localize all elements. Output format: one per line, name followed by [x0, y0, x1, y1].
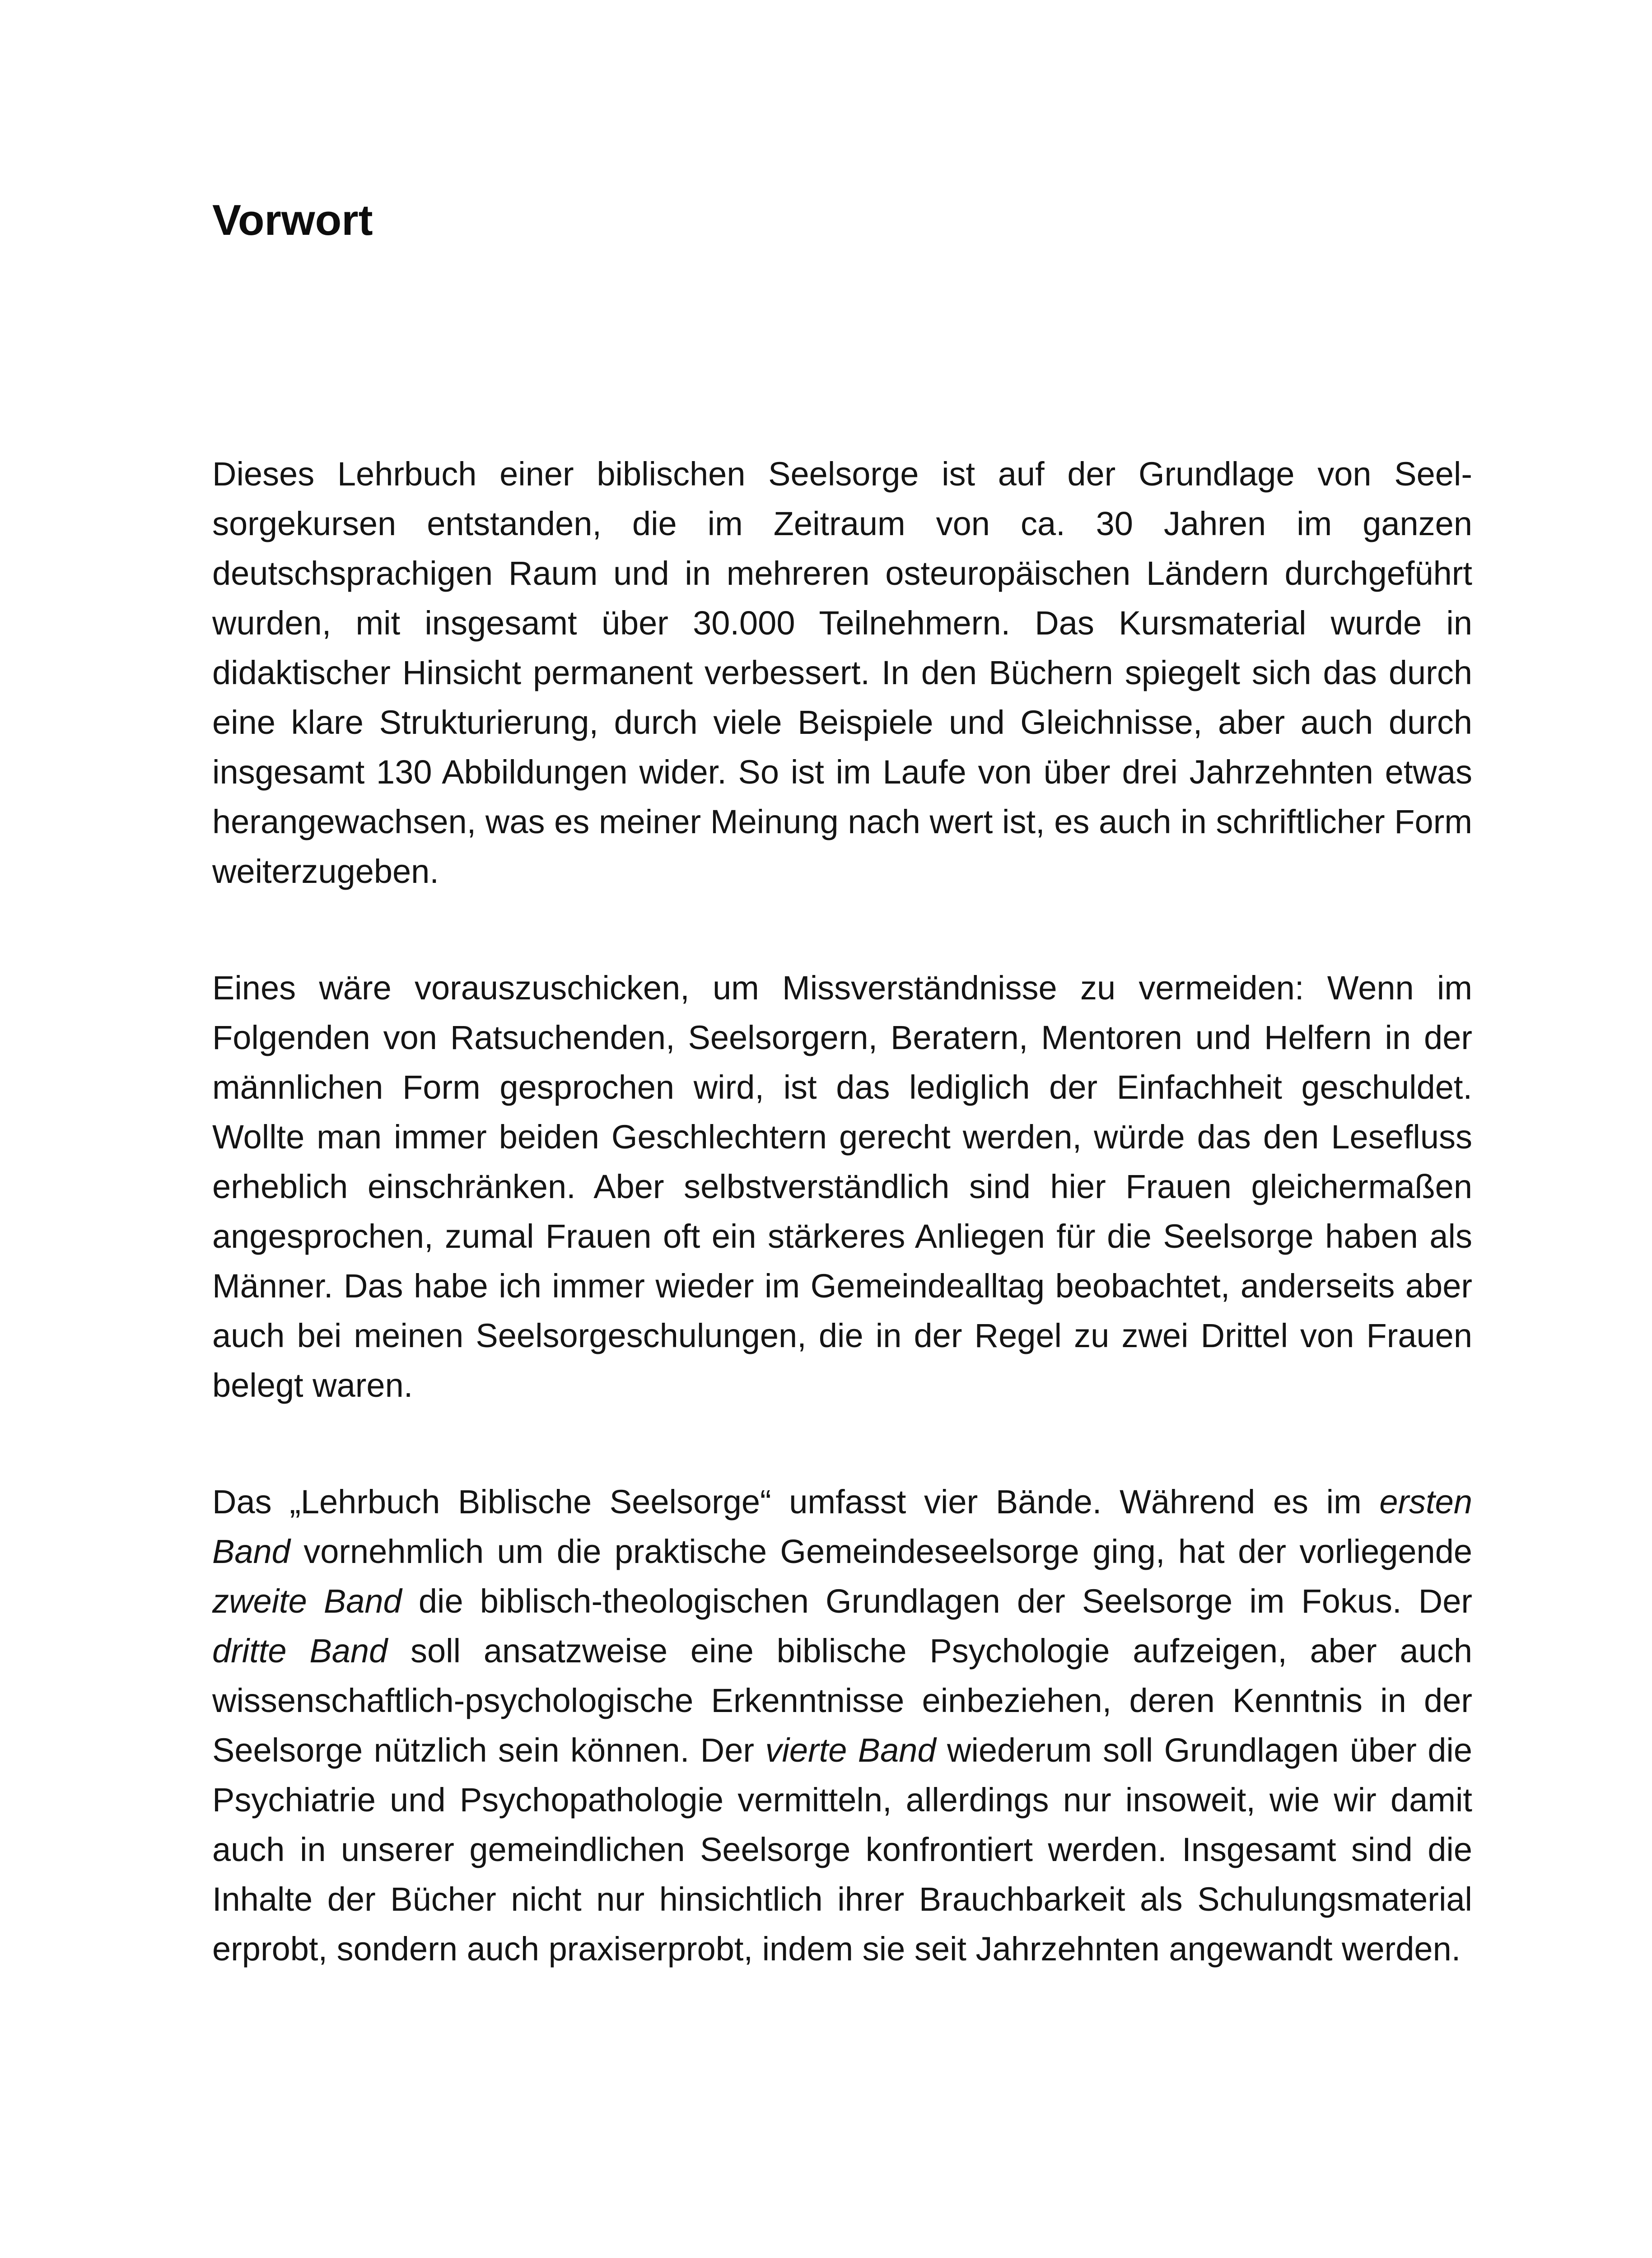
text-segment: wiederum soll Grundlagen über die Psychiatrie und Psychopathologie vermitteln, allerdings nur insoweit, wie wir damit auch in unserer gemeindlichen Seelsorge konfrontiert werden. Insgesamt sind die Inhalte der Bücher nicht nur hinsichtlich ihrer Brauchbarkeit als Schulungsmaterial erprobt, sondern auch praxiserprobt, indem sie seit Jahrzehnten angewandt werden. — [212, 1731, 1472, 1968]
text-segment: vornehmlich um die praktische Gemeindeseelsorge ging, hat der vorliegende — [290, 1533, 1472, 1570]
italic-segment: dritte Band — [212, 1632, 388, 1670]
body-text — [212, 449, 1472, 1974]
text-segment: die biblisch-theologischen Grundlagen der Seelsorge im Fokus. Der — [401, 1582, 1472, 1620]
italic-segment: ersten Band — [212, 1483, 1472, 1570]
paragraph-1: Dieses Lehrbuch einer biblischen Seelsorge ist auf der Grundlage von Seelsorgekursen entstanden, die im Zeitraum von ca. 30 Jahren im ganzen deutschsprachigen Raum und in mehreren osteuropäischen Ländern durchgeführt wurden, mit insgesamt über 30.000 Teilnehmern. Das Kursmaterial wurde in didaktischer Hinsicht permanent verbessert. In den Büchern spiegelt sich das durch eine klare Strukturierung, durch viele Beispiele und Gleichnisse, aber auch durch insgesamt 130 Abbildungen wider. So ist im Laufe von über drei Jahrzehnten etwas herangewachsen, was es meiner Meinung nach wert ist, es auch in schriftlicher Form weiterzugeben. — [212, 455, 1472, 890]
italic-segment: vierte Band — [765, 1731, 936, 1769]
text-segment: soll ansatzweise eine biblische Psychologie aufzeigen, aber auch wissenschaftlich-psychologische Erkenntnisse einbeziehen, deren Kenntnis in der Seelsorge nützlich sein können. Der — [212, 1632, 1472, 1769]
paragraph-2: Eines wäre vorauszuschicken, um Missverständnisse zu vermeiden: Wenn im Folgenden von Ratsuchenden, Seelsorgern, Beratern, Mentoren und Helfern in der männlichen Form gesprochen wird, ist das lediglich der Einfachheit geschuldet. Wollte man immer beiden Geschlechtern gerecht werden, würde das den Lesefluss erheblich einschränken. Aber selbstverständlich sind hier Frauen gleichermaßen angesprochen, zumal Frauen oft ein stärkeres Anliegen für die Seelsorge haben als Männer. Das habe ich immer wieder im Gemeindealltag beobachtet, anderseits aber auch bei meinen Seelsorgeschulungen, die in der Regel zu zwei Drittel von Frauen belegt waren. — [212, 969, 1472, 1404]
page-title: Vorwort — [212, 196, 373, 244]
paragraph-3 — [212, 1477, 1472, 1974]
text-segment: Das „Lehrbuch Biblische Seelsorge“ umfasst vier Bände. Während es im — [212, 1483, 1380, 1521]
italic-segment: zweite Band — [212, 1582, 402, 1620]
